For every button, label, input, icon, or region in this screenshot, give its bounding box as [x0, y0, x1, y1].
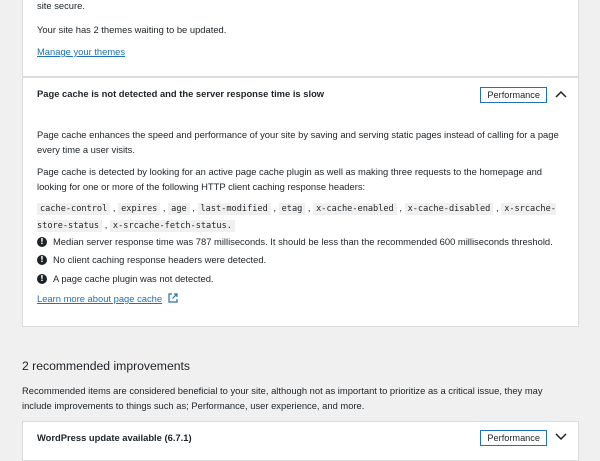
header-code: cache-control — [37, 203, 110, 215]
performance-badge: Performance — [480, 87, 547, 103]
header-code: expires — [118, 203, 160, 215]
recommended-heading: 2 recommended improvements — [22, 359, 190, 373]
notice-text: A page cache plugin was not detected. — [53, 273, 214, 284]
chevron-down-icon[interactable] — [554, 430, 568, 444]
wordpress-update-item[interactable] — [22, 421, 579, 461]
page-cache-description: Page cache enhances the speed and performance of your site by saving and serving static pages instead of calling for a page every time a user visits. — [37, 129, 559, 155]
page-cache-detection-text: Page cache is detected by looking for an active page cache plugin as well as making three requests to the homepage and looking for one or more of the following HTTP client caching response headers: — [37, 166, 543, 192]
notice-text: Median server response time was 787 milliseconds. It should be less than the recommended 600 milliseconds threshold. — [53, 236, 553, 247]
response-time-notice — [37, 236, 553, 247]
header-code: x-srcache-store-status — [37, 204, 556, 231]
header-code: x-cache-disabled — [405, 203, 494, 215]
headers-notice — [37, 254, 266, 265]
header-code: age — [168, 203, 190, 215]
themes-panel — [22, 0, 579, 77]
themes-waiting-text: Your site has 2 themes waiting to be updated. — [37, 24, 227, 35]
intro-text-tail: site secure. — [37, 0, 85, 11]
manage-themes-link[interactable]: Manage your themes — [37, 46, 126, 57]
chevron-up-icon[interactable] — [554, 87, 568, 101]
page-cache-item — [22, 77, 579, 327]
learn-more-link[interactable]: Learn more about page cache — [37, 293, 163, 304]
page-cache-title: Page cache is not detected and the server response time is slow — [37, 88, 325, 99]
performance-badge: Performance — [480, 430, 547, 446]
plugin-notice — [37, 273, 214, 284]
page-cache-header[interactable] — [23, 78, 578, 112]
caching-headers-list: cache-control , expires , age , last-modified , etag , x-cache-enabled , x-cache-disabled , x-srcache-store-status , x-srcache-fetch-status. — [37, 202, 556, 231]
warning-icon: ! — [37, 237, 47, 247]
external-link-icon — [168, 293, 178, 305]
learn-more-row — [37, 293, 178, 305]
warning-icon: ! — [37, 255, 47, 265]
recommended-description: Recommended items are considered beneficial to your site, although not as important to prioritize as a critical issue, they may include improvements to things such as; Performance, user experience, and more. — [22, 385, 543, 411]
header-code: etag — [279, 203, 306, 215]
notice-text: No client caching response headers were detected. — [53, 254, 267, 265]
wordpress-update-title: WordPress update available (6.7.1) — [37, 432, 192, 443]
header-code: last-modified — [198, 203, 271, 215]
header-code: x-cache-enabled — [313, 203, 397, 215]
warning-icon: ! — [37, 274, 47, 284]
header-code: x-srcache-fetch-status. — [110, 220, 235, 232]
